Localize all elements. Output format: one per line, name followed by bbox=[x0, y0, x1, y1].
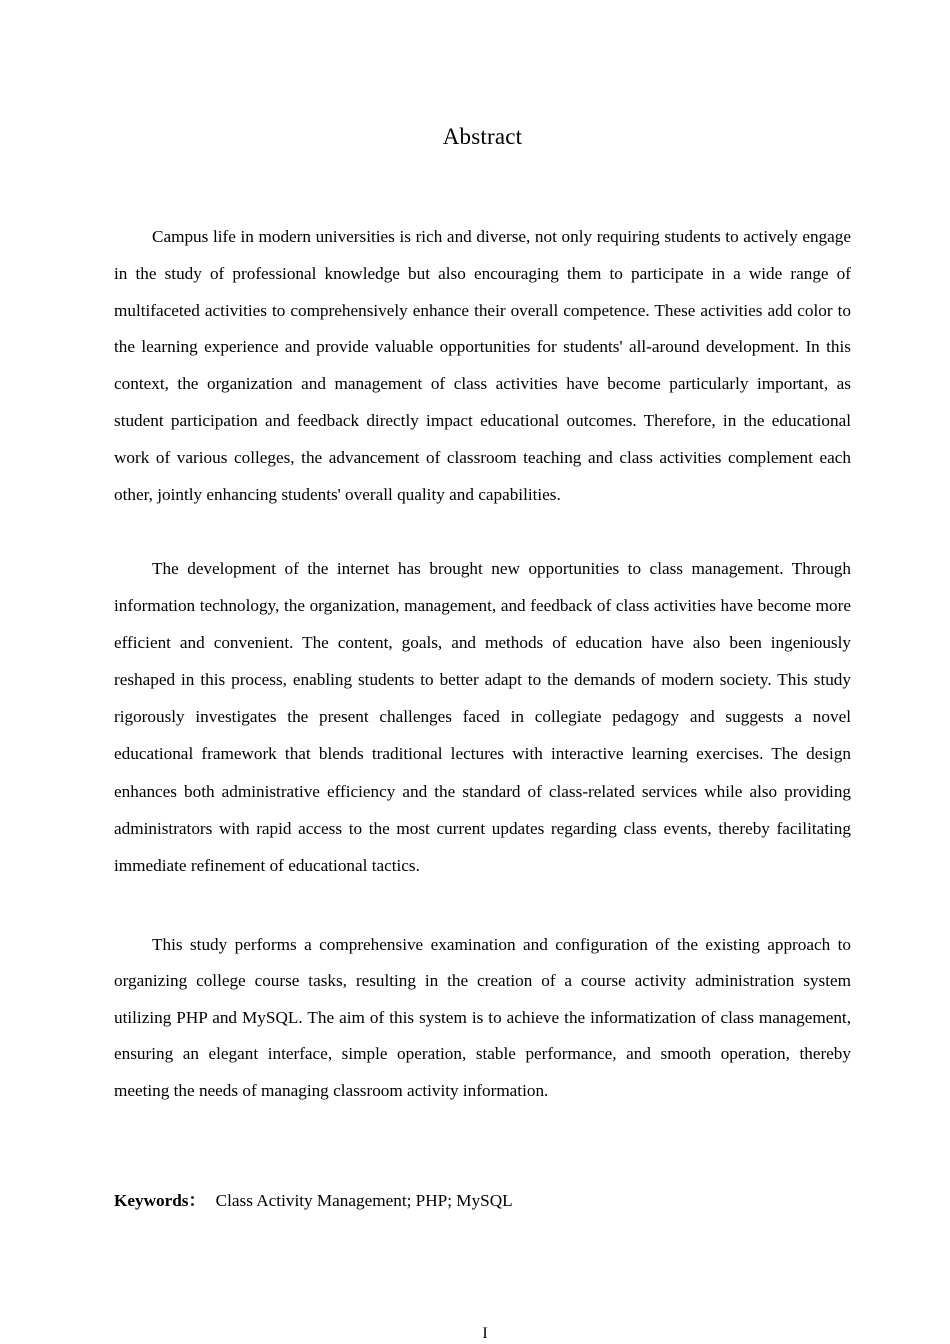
abstract-paragraph-1: Campus life in modern universities is rich and diverse, not only requiring students to actively engage in the study of professional knowledge but also encouraging them to participate in a wide range of multifaceted activities to comprehensively enhance their overall competence. These activities add color to the learning experience and provide valuable opportunities for students' all-around development. In this context, the organization and management of class activities have become particularly important, as student participation and feedback directly impact educational outcomes. Therefore, in the educational work of various colleges, the advancement of classroom teaching and class activities complement each other, jointly enhancing students' overall quality and capabilities. bbox=[114, 227, 851, 504]
abstract-paragraph-3: This study performs a comprehensive examination and configuration of the existing approach to organizing college course tasks, resulting in the creation of a course activity administration system utilizing PHP and MySQL. The aim of this system is to achieve the informatization of class management, ensuring an elegant interface, simple operation, stable performance, and smooth operation, thereby meeting the needs of managing classroom activity information. bbox=[114, 935, 851, 1100]
keywords-line bbox=[114, 1187, 513, 1215]
keywords-label: Keywords： bbox=[114, 1191, 206, 1210]
abstract-paragraph-2: The development of the internet has brought new opportunities to class management. Through information technology, the organization, management, and feedback of class activities have become more efficient and convenient. The content, goals, and methods of education have also been ingeniously reshaped in this process, enabling students to better adapt to the demands of modern society. This study rigorously investigates the present challenges faced in collegiate pedagogy and suggests a novel educational framework that blends traditional lectures with interactive learning exercises. The design enhances both administrative efficiency and the standard of class-related services while also providing administrators with rapid access to the most current updates regarding class events, thereby facilitating immediate refinement of educational tactics. bbox=[114, 559, 851, 875]
keywords-value: Class Activity Management; PHP; MySQL bbox=[215, 1191, 513, 1210]
page-number: I bbox=[482, 1325, 488, 1342]
page-title: Abstract bbox=[442, 124, 523, 149]
